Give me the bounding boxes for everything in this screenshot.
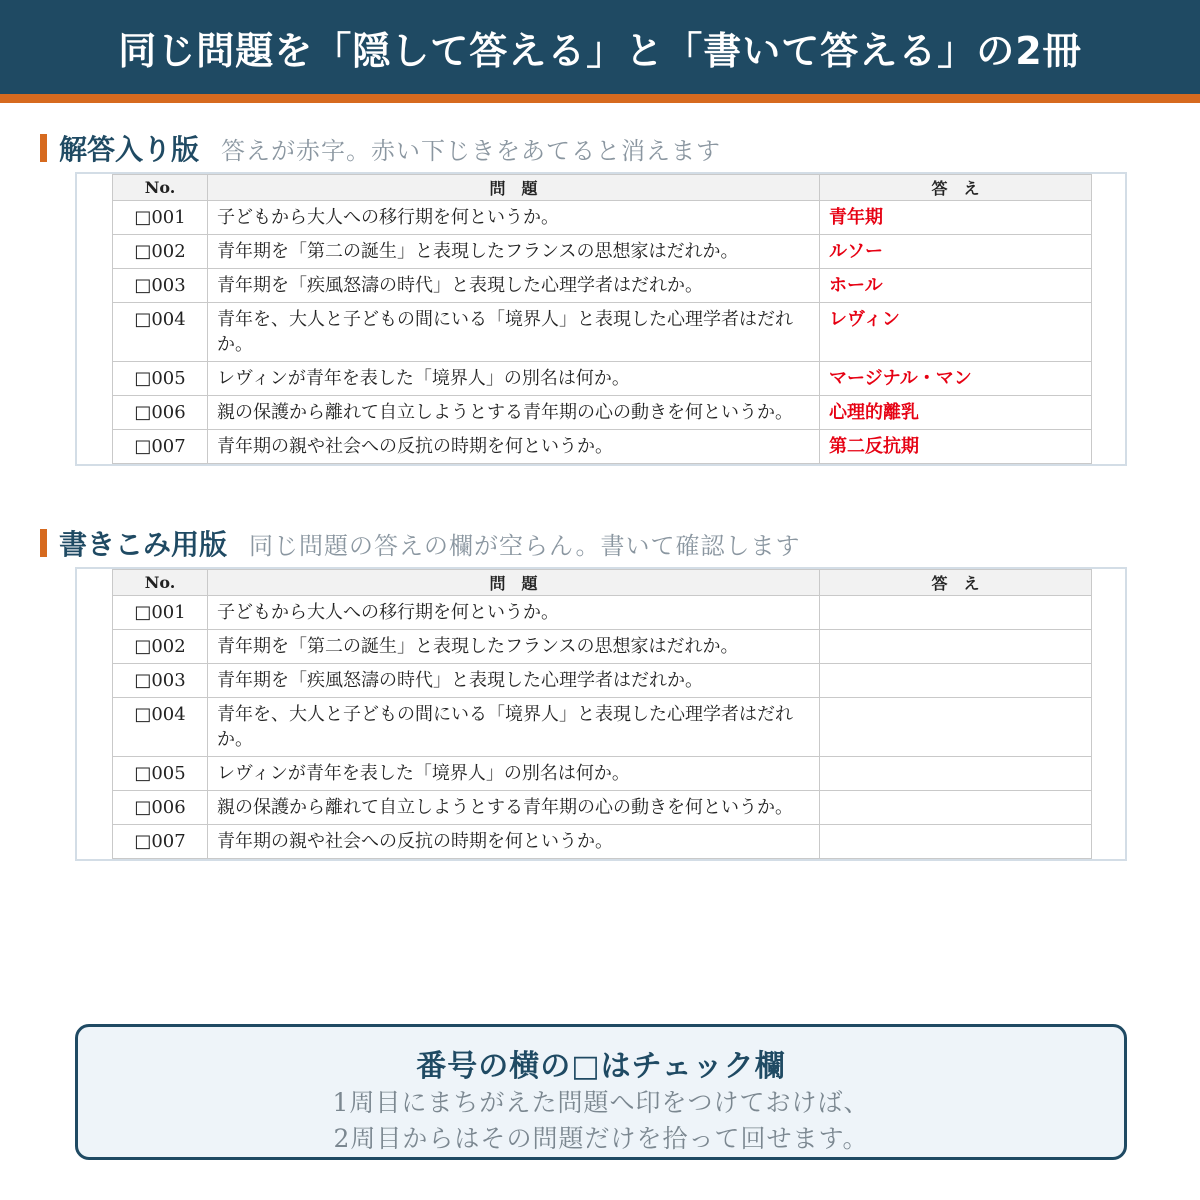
question-text: 親の保護から離れて自立しようとする青年期の心の動きを何というか。	[208, 396, 820, 430]
blank-section-subtitle: 同じ問題の答えの欄が空らん。書いて確認します	[249, 531, 801, 560]
question-text: レヴィンが青年を表した「境界人」の別名は何か。	[208, 757, 820, 791]
table-row	[113, 201, 1092, 235]
table-row	[113, 664, 1092, 698]
question-number-checkbox[interactable]: □001	[113, 201, 208, 235]
table-row	[113, 698, 1092, 757]
column-header-answer: 答 え	[820, 175, 1092, 201]
note-title: 番号の横の□はチェック欄	[416, 1049, 786, 1084]
page-header	[0, 0, 1200, 103]
table-row	[113, 430, 1092, 464]
question-number-checkbox[interactable]: □003	[113, 664, 208, 698]
answer-text: マージナル・マン	[820, 362, 1092, 396]
table-row	[113, 269, 1092, 303]
page-title: 同じ問題を「隠して答える」と「書いて答える」の2冊	[118, 28, 1082, 73]
answer-table-frame	[75, 172, 1127, 466]
blank-section-heading	[40, 525, 800, 561]
question-text: 子どもから大人への移行期を何というか。	[208, 596, 820, 630]
column-header-no: No.	[113, 570, 208, 596]
answer-table	[112, 174, 1092, 464]
question-number-checkbox[interactable]: □006	[113, 396, 208, 430]
question-number-checkbox[interactable]: □006	[113, 791, 208, 825]
question-number-checkbox[interactable]: □001	[113, 596, 208, 630]
column-header-no: No.	[113, 175, 208, 201]
table-row	[113, 235, 1092, 269]
table-header-row	[113, 175, 1092, 201]
table-row	[113, 396, 1092, 430]
blank-table	[112, 569, 1092, 859]
blank-section-title: 書きこみ用版	[59, 528, 228, 561]
answer-text: 第二反抗期	[820, 430, 1092, 464]
question-text: 青年期を「第二の誕生」と表現したフランスの思想家はだれか。	[208, 630, 820, 664]
section-marker	[40, 529, 47, 557]
column-header-answer: 答 え	[820, 570, 1092, 596]
question-text: 青年期の親や社会への反抗の時期を何というか。	[208, 430, 820, 464]
answer-text: 青年期	[820, 201, 1092, 235]
question-text: 子どもから大人への移行期を何というか。	[208, 201, 820, 235]
table-row	[113, 596, 1092, 630]
column-header-question: 問 題	[208, 175, 820, 201]
question-number-checkbox[interactable]: □007	[113, 825, 208, 859]
table-row	[113, 362, 1092, 396]
answer-text: 心理的離乳	[820, 396, 1092, 430]
answer-blank-cell[interactable]	[820, 825, 1092, 859]
answer-blank-cell[interactable]	[820, 757, 1092, 791]
table-row	[113, 825, 1092, 859]
question-number-checkbox[interactable]: □005	[113, 362, 208, 396]
table-row	[113, 630, 1092, 664]
question-number-checkbox[interactable]: □004	[113, 303, 208, 362]
note-line-1: 1周目にまちがえた問題へ印をつけておけば、	[332, 1088, 870, 1117]
table-row	[113, 757, 1092, 791]
section-marker	[40, 134, 47, 162]
question-number-checkbox[interactable]: □005	[113, 757, 208, 791]
question-text: 青年期を「疾風怒濤の時代」と表現した心理学者はだれか。	[208, 664, 820, 698]
question-text: レヴィンが青年を表した「境界人」の別名は何か。	[208, 362, 820, 396]
check-column-note	[75, 1024, 1127, 1160]
question-number-checkbox[interactable]: □002	[113, 235, 208, 269]
column-header-question: 問 題	[208, 570, 820, 596]
question-number-checkbox[interactable]: □003	[113, 269, 208, 303]
table-header-row	[113, 570, 1092, 596]
answer-section-title: 解答入り版	[59, 133, 200, 166]
question-text: 青年期の親や社会への反抗の時期を何というか。	[208, 825, 820, 859]
answer-blank-cell[interactable]	[820, 664, 1092, 698]
table-row	[113, 303, 1092, 362]
answer-blank-cell[interactable]	[820, 791, 1092, 825]
answer-blank-cell[interactable]	[820, 630, 1092, 664]
question-text: 青年期を「疾風怒濤の時代」と表現した心理学者はだれか。	[208, 269, 820, 303]
answer-section-subtitle: 答えが赤字。赤い下じきをあてると消えます	[221, 136, 722, 165]
question-text: 青年を、大人と子どもの間にいる「境界人」と表現した心理学者はだれか。	[208, 698, 820, 757]
answer-blank-cell[interactable]	[820, 596, 1092, 630]
question-number-checkbox[interactable]: □002	[113, 630, 208, 664]
note-line-2: 2周目からはその問題だけを拾って回せます。	[333, 1124, 869, 1153]
answer-text: ルソー	[820, 235, 1092, 269]
answer-text: レヴィン	[820, 303, 1092, 362]
question-number-checkbox[interactable]: □007	[113, 430, 208, 464]
answer-text: ホール	[820, 269, 1092, 303]
answer-section-heading	[40, 130, 721, 166]
question-text: 親の保護から離れて自立しようとする青年期の心の動きを何というか。	[208, 791, 820, 825]
table-row	[113, 791, 1092, 825]
question-text: 青年を、大人と子どもの間にいる「境界人」と表現した心理学者はだれか。	[208, 303, 820, 362]
answer-blank-cell[interactable]	[820, 698, 1092, 757]
question-number-checkbox[interactable]: □004	[113, 698, 208, 757]
blank-table-frame	[75, 567, 1127, 861]
question-text: 青年期を「第二の誕生」と表現したフランスの思想家はだれか。	[208, 235, 820, 269]
